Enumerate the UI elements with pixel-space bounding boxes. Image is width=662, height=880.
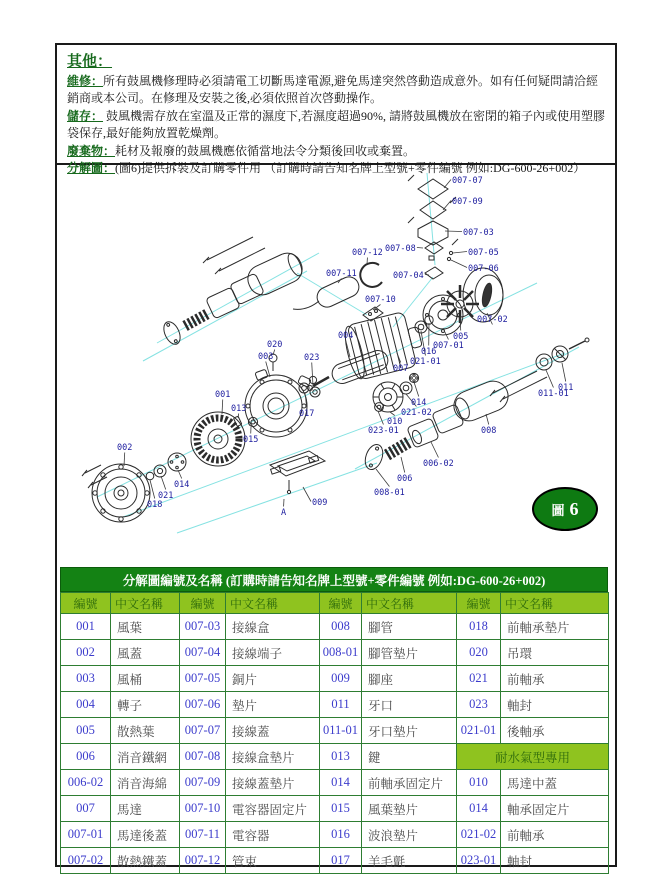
parts-table-section bbox=[60, 567, 608, 874]
leader-line bbox=[303, 487, 311, 502]
leader-line bbox=[266, 362, 270, 378]
leader-line bbox=[444, 180, 451, 189]
part-name-cell: 接線蓋墊片 bbox=[226, 770, 320, 796]
part-number-cell: 015 bbox=[320, 796, 362, 822]
part-label-020: 020 bbox=[267, 340, 283, 350]
muffler-parts bbox=[161, 237, 307, 347]
part-number-cell: 014 bbox=[320, 770, 362, 796]
blower-casing-part bbox=[245, 369, 311, 437]
part-name-cell: 接線端子 bbox=[226, 640, 320, 666]
part-label-007-08: 007-08 bbox=[385, 244, 416, 254]
part-number-cell: 011 bbox=[320, 692, 362, 718]
note-label: 維修： bbox=[67, 74, 104, 88]
part-number-cell: 016 bbox=[320, 822, 362, 848]
part-name-cell: 前軸承固定片 bbox=[362, 770, 457, 796]
leader-line bbox=[222, 400, 223, 415]
part-label-014: 014 bbox=[174, 480, 190, 490]
leader-line bbox=[376, 469, 389, 487]
part-label-007-01: 007-01 bbox=[433, 341, 464, 351]
table-row bbox=[61, 692, 609, 718]
part-label-014: 014 bbox=[411, 398, 427, 408]
part-name-cell: 轉子 bbox=[111, 692, 180, 718]
part-label-007-02: 007-02 bbox=[477, 315, 508, 325]
part-name-cell: 管束 bbox=[226, 848, 320, 874]
part-number-cell: 017 bbox=[320, 848, 362, 874]
table-row bbox=[61, 744, 609, 770]
column-header-name: 中文名稱 bbox=[362, 593, 457, 614]
part-number-cell: 008 bbox=[320, 614, 362, 640]
part-number-cell: 009 bbox=[320, 666, 362, 692]
part-name-cell: 前軸承墊片 bbox=[501, 614, 609, 640]
leader-line bbox=[486, 414, 489, 425]
table-row bbox=[61, 822, 609, 848]
leader-line bbox=[445, 231, 462, 232]
leader-line bbox=[546, 370, 553, 388]
waterproof-type-cell: 耐水氣型專用 bbox=[457, 744, 609, 770]
table-row bbox=[61, 770, 609, 796]
part-label-005: 005 bbox=[453, 332, 469, 342]
part-number-cell: 007-01 bbox=[61, 822, 111, 848]
part-number-cell: 007 bbox=[61, 796, 111, 822]
leader-line bbox=[451, 260, 467, 268]
part-name-cell: 腳管 bbox=[362, 614, 457, 640]
part-label-007-05: 007-05 bbox=[468, 248, 499, 258]
note-storage bbox=[67, 108, 605, 143]
column-header-no: 編號 bbox=[320, 593, 362, 614]
front-bearing-part bbox=[400, 382, 412, 394]
table-row bbox=[61, 848, 609, 874]
part-name-cell: 散熱葉 bbox=[111, 718, 180, 744]
parts-table bbox=[60, 592, 609, 874]
page-frame bbox=[55, 43, 617, 867]
leader-line bbox=[401, 457, 405, 473]
part-name-cell: 風蓋 bbox=[111, 640, 180, 666]
part-number-cell: 007-02 bbox=[61, 848, 111, 874]
part-label-007-12: 007-12 bbox=[352, 248, 383, 258]
leader-line bbox=[178, 470, 182, 479]
part-label-010: 010 bbox=[387, 417, 403, 427]
figure-badge-number: 6 bbox=[569, 498, 579, 519]
part-number-cell: 007-04 bbox=[180, 640, 226, 666]
part-label-011: 011 bbox=[558, 383, 574, 393]
part-label-011-01: 011-01 bbox=[538, 389, 569, 399]
part-name-cell: 電容器固定片 bbox=[226, 796, 320, 822]
part-number-cell: 008-01 bbox=[320, 640, 362, 666]
leader-line bbox=[443, 328, 448, 340]
column-header-no: 編號 bbox=[61, 593, 111, 614]
part-number-cell: 023-01 bbox=[457, 848, 501, 874]
part-label-007-10: 007-10 bbox=[365, 295, 396, 305]
part-name-cell: 接線蓋 bbox=[226, 718, 320, 744]
part-number-cell: 014 bbox=[457, 796, 501, 822]
part-number-cell: 003 bbox=[61, 666, 111, 692]
front-cover-part bbox=[82, 464, 150, 522]
part-number-cell: 010 bbox=[457, 770, 501, 796]
junction-box-parts bbox=[408, 175, 458, 279]
column-header-name: 中文名稱 bbox=[226, 593, 320, 614]
part-label-023-01: 023-01 bbox=[368, 426, 399, 436]
part-number-cell: 018 bbox=[457, 614, 501, 640]
part-label-015: 015 bbox=[243, 435, 259, 445]
part-name-cell: 接線盒 bbox=[226, 614, 320, 640]
part-name-cell: 馬達 bbox=[111, 796, 180, 822]
part-label-007-09: 007-09 bbox=[452, 197, 483, 207]
part-number-cell: 007-05 bbox=[180, 666, 226, 692]
part-number-cell: 007-09 bbox=[180, 770, 226, 796]
part-number-cell: 020 bbox=[457, 640, 501, 666]
column-header-no: 編號 bbox=[180, 593, 226, 614]
part-name-cell: 軸承固定片 bbox=[501, 796, 609, 822]
part-name-cell: 風葉 bbox=[111, 614, 180, 640]
part-number-cell: 007-03 bbox=[180, 614, 226, 640]
leader-line bbox=[443, 201, 451, 211]
part-name-cell: 前軸承 bbox=[501, 666, 609, 692]
part-number-cell: 021-01 bbox=[457, 718, 501, 744]
leader-line bbox=[414, 382, 419, 397]
part-number-cell: 011-01 bbox=[320, 718, 362, 744]
part-label-021: 021 bbox=[158, 491, 174, 501]
part-label-002: 002 bbox=[117, 443, 133, 453]
part-label-013: 013 bbox=[231, 404, 247, 414]
shaft-seal-washer-part bbox=[375, 403, 384, 412]
part-number-cell: 007-06 bbox=[180, 692, 226, 718]
part-name-cell: 墊片 bbox=[226, 692, 320, 718]
part-name-cell: 接線盒墊片 bbox=[226, 744, 320, 770]
part-name-cell: 散熱鐵蓋 bbox=[111, 848, 180, 874]
part-name-cell: 牙口 bbox=[362, 692, 457, 718]
notes-section bbox=[57, 45, 615, 175]
leader-line bbox=[161, 476, 166, 490]
column-header-name: 中文名稱 bbox=[111, 593, 180, 614]
note-text: 耗材及報廢的鼓風機應依循當地法令分類後回收或棄置。 bbox=[115, 143, 416, 158]
part-label-018: 018 bbox=[147, 500, 163, 510]
foot-bracket-part bbox=[270, 451, 325, 494]
table-header-row bbox=[61, 593, 609, 614]
part-label-017: 017 bbox=[299, 409, 315, 419]
impeller-part bbox=[191, 412, 245, 466]
part-number-cell: 021-02 bbox=[457, 822, 501, 848]
column-header-no: 編號 bbox=[457, 593, 501, 614]
part-label-008-01: 008-01 bbox=[374, 488, 405, 498]
table-row bbox=[61, 718, 609, 744]
part-number-cell: 001 bbox=[61, 614, 111, 640]
parts-table-title: 分解圖編號及名稱 (訂購時請告知名牌上型號+零件編號 例如:DG-600-26+002) bbox=[60, 567, 608, 592]
part-name-cell: 前軸承 bbox=[501, 822, 609, 848]
part-label-009: 009 bbox=[312, 498, 328, 508]
motor-part bbox=[341, 309, 426, 381]
bearing-fixing-part bbox=[409, 373, 418, 382]
part-label-A: A bbox=[281, 508, 287, 518]
exploded-diagram-area bbox=[57, 165, 615, 565]
part-number-cell: 006 bbox=[61, 744, 111, 770]
parts-table-body bbox=[61, 614, 609, 874]
part-label-021-01: 021-01 bbox=[410, 357, 441, 367]
part-label-016: 016 bbox=[421, 347, 437, 357]
part-label-007-07: 007-07 bbox=[452, 176, 483, 186]
capacitor-part bbox=[293, 274, 362, 311]
part-name-cell: 風桶 bbox=[111, 666, 180, 692]
leader-line bbox=[390, 412, 395, 416]
part-label-021-02: 021-02 bbox=[401, 408, 432, 418]
section-heading bbox=[67, 50, 605, 71]
figure-badge-prefix: 圖 bbox=[551, 502, 565, 518]
silencer-sponge-part bbox=[387, 442, 409, 455]
table-row bbox=[61, 796, 609, 822]
part-shapes bbox=[82, 175, 589, 522]
exploded-diagram-svg bbox=[57, 165, 615, 565]
leader-line bbox=[425, 275, 429, 276]
leader-line bbox=[150, 480, 155, 499]
part-number-cell: 007-08 bbox=[180, 744, 226, 770]
part-label-006-02: 006-02 bbox=[423, 459, 454, 469]
part-label-007: 007 bbox=[393, 364, 409, 374]
column-header-name: 中文名稱 bbox=[501, 593, 609, 614]
part-label-001: 001 bbox=[215, 390, 231, 400]
part-name-cell: 消音海綿 bbox=[111, 770, 180, 796]
part-name-cell: 波浪墊片 bbox=[362, 822, 457, 848]
leader-line bbox=[562, 363, 566, 382]
part-label-007-11: 007-11 bbox=[326, 269, 357, 279]
part-name-cell: 電容器 bbox=[226, 822, 320, 848]
part-label-008: 008 bbox=[481, 426, 497, 436]
part-number-cell: 006-02 bbox=[61, 770, 111, 796]
part-number-cell: 007-11 bbox=[180, 822, 226, 848]
part-name-cell: 軸封 bbox=[501, 848, 609, 874]
table-row bbox=[61, 614, 609, 640]
leader-line bbox=[417, 248, 423, 249]
part-name-cell: 馬達中蓋 bbox=[501, 770, 609, 796]
part-number-cell: 007-07 bbox=[180, 718, 226, 744]
table-row bbox=[61, 640, 609, 666]
part-name-cell: 羊毛氈 bbox=[362, 848, 457, 874]
part-name-cell: 軸封 bbox=[501, 692, 609, 718]
part-number-cell: 002 bbox=[61, 640, 111, 666]
construction-lines bbox=[97, 173, 579, 533]
part-name-cell: 銅片 bbox=[226, 666, 320, 692]
note-text: (圖6)提供拆裝及訂購零件用 （訂購時請告知名牌上型號+零件編號 例如:DG-600-26+002） bbox=[115, 160, 586, 175]
part-name-cell: 後軸承 bbox=[501, 718, 609, 744]
part-number-cell: 013 bbox=[320, 744, 362, 770]
note-label: 廢棄物： bbox=[67, 143, 116, 158]
note-disposal bbox=[67, 143, 605, 160]
note-text: 所有鼓風機修理時必須請電工切斷馬達電源,避免馬達突然啓動造成意外。如有任何疑問請洽經銷商或本公司。在修理及安裝之後,必須依照首次啓動操作。 bbox=[67, 74, 599, 106]
part-name-cell: 風葉墊片 bbox=[362, 796, 457, 822]
part-label-006: 006 bbox=[397, 474, 413, 484]
part-label-023: 023 bbox=[304, 353, 320, 363]
table-row bbox=[61, 666, 609, 692]
part-label-003: 003 bbox=[258, 352, 274, 362]
note-label: 儲存： bbox=[67, 108, 104, 123]
part-name-cell: 牙口墊片 bbox=[362, 718, 457, 744]
note-label: 分解圖： bbox=[67, 160, 116, 175]
note-text: 鼓風機需存放在室溫及正常的濕度下,若濕度超過90%, 請將鼓風機放在密閉的箱子內或使用塑膠袋保存,最好能夠放置乾燥劑。 bbox=[67, 108, 606, 141]
note-maintenance bbox=[67, 73, 605, 108]
part-number-cell: 007-10 bbox=[180, 796, 226, 822]
part-name-cell: 馬達後蓋 bbox=[111, 822, 180, 848]
figure-number-badge bbox=[532, 487, 598, 531]
part-label-004: 004 bbox=[338, 331, 354, 341]
leader-line bbox=[431, 442, 438, 458]
part-number-cell: 007-12 bbox=[180, 848, 226, 874]
section-heading-text: 其他： bbox=[67, 54, 113, 70]
leader-line bbox=[453, 252, 467, 254]
part-name-cell: 腳管墊片 bbox=[362, 640, 457, 666]
part-name-cell: 吊環 bbox=[501, 640, 609, 666]
part-label-007-03: 007-03 bbox=[463, 228, 494, 238]
clamp-part bbox=[360, 263, 382, 287]
leader-line bbox=[312, 363, 313, 387]
part-number-cell: 023 bbox=[457, 692, 501, 718]
part-label-007-06: 007-06 bbox=[468, 264, 499, 274]
part-label-007-04: 007-04 bbox=[393, 271, 424, 281]
part-name-cell: 腳座 bbox=[362, 666, 457, 692]
part-number-cell: 004 bbox=[61, 692, 111, 718]
part-name-cell: 鍵 bbox=[362, 744, 457, 770]
part-number-cell: 021 bbox=[457, 666, 501, 692]
part-number-cell: 005 bbox=[61, 718, 111, 744]
part-name-cell: 消音鐵網 bbox=[111, 744, 180, 770]
